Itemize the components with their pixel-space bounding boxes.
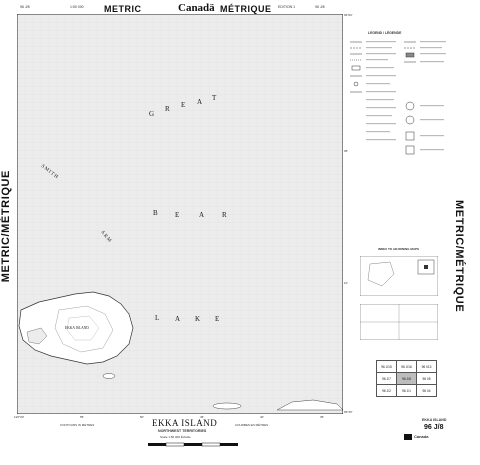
map-panel bbox=[17, 14, 343, 414]
adjoining-title: INDEX TO ADJOINING MAPS bbox=[378, 247, 420, 251]
scale-bar bbox=[148, 442, 238, 448]
legend-symbols bbox=[348, 38, 450, 178]
coord-top-right: 66°00' bbox=[344, 13, 353, 17]
lake-letter-e2: E bbox=[175, 211, 181, 219]
canada-flag-label: Canada bbox=[414, 434, 429, 439]
coord-bottom-left: 120°00' bbox=[14, 415, 25, 419]
grid-cell-r2c1[interactable]: 96 J/1 bbox=[396, 384, 417, 397]
coord-tick-4: 40' bbox=[260, 415, 264, 419]
footer-right-note: COURBES EN MÈTRES bbox=[235, 423, 269, 427]
locator-map bbox=[360, 256, 438, 296]
lake-letter-g: G bbox=[149, 110, 156, 118]
smith-arm-label-arm: ARM bbox=[99, 230, 113, 245]
sheet-number-right: 96 J/8 bbox=[315, 5, 325, 9]
coord-tick-2: 50' bbox=[140, 415, 144, 419]
footer-scale: Scale 1:50 000 Échelle bbox=[160, 435, 191, 439]
coord-tick-5: 35' bbox=[320, 415, 324, 419]
lake-letter-l: L bbox=[155, 314, 161, 322]
coord-mid-right-1: 05' bbox=[344, 149, 348, 153]
island-label: EKKA ISLAND bbox=[65, 326, 89, 330]
coord-tick-1: 55' bbox=[80, 415, 84, 419]
footer-territory: NORTHWEST TERRITORIES bbox=[158, 429, 207, 433]
coord-tick-3: 45' bbox=[200, 415, 204, 419]
lake-letter-a3: A bbox=[175, 315, 182, 323]
lake-letter-k: K bbox=[195, 315, 202, 323]
grid-cell-r1c0[interactable]: 96 J/7 bbox=[376, 372, 397, 385]
coord-bottom-right: 65°45' bbox=[344, 410, 353, 414]
grid-cell-r2c0[interactable]: 96 J/2 bbox=[376, 384, 397, 397]
grid-cell-r2c2[interactable]: 96 I/4 bbox=[416, 384, 437, 397]
legend-panel bbox=[348, 14, 450, 454]
legend-bottom-title: EKKA ISLAND bbox=[422, 418, 447, 422]
grid-cell-r1c1[interactable]: 96 J/8 bbox=[396, 372, 417, 385]
legend-bottom-sheet: 96 J/8 bbox=[424, 424, 444, 431]
canada-flag-icon bbox=[404, 434, 412, 440]
side-label-right: METRIC/MÉTRIQUE bbox=[453, 200, 465, 313]
grid-cell-r0c1[interactable]: 96 J/16 bbox=[396, 360, 417, 373]
lake-letter-e3: E bbox=[215, 315, 221, 323]
region-diagram bbox=[360, 304, 438, 340]
edition-label: EDITION 1 bbox=[278, 5, 296, 9]
scale-small-label: 1:50 000 bbox=[70, 5, 84, 9]
grid-cell-r0c0[interactable]: 96 J/15 bbox=[376, 360, 397, 373]
grid-cell-r1c2[interactable]: 96 I/5 bbox=[416, 372, 437, 385]
lake-letter-a2: A bbox=[199, 211, 206, 219]
metric-title-left: METRIC bbox=[104, 4, 142, 14]
footer-title: EKKA ISLAND bbox=[152, 418, 218, 428]
smith-arm-label-smith: SMITH bbox=[39, 164, 60, 181]
lake-letter-t: T bbox=[212, 94, 218, 102]
adjoining-grid bbox=[376, 360, 436, 396]
lake-letter-r2: R bbox=[222, 211, 228, 219]
grid-cell-r0c2[interactable]: 96 I/13 bbox=[416, 360, 437, 373]
lake-letter-b: B bbox=[153, 209, 159, 217]
legend-title: LEGEND / LÉGENDE bbox=[368, 31, 402, 35]
lake-letter-r: R bbox=[165, 105, 171, 113]
metric-title-right: MÉTRIQUE bbox=[220, 4, 272, 14]
lake-letter-e: E bbox=[181, 101, 187, 109]
canada-wordmark: Canadä bbox=[178, 2, 215, 14]
sheet-number-left: 96 J/8 bbox=[20, 5, 30, 9]
side-label-left: METRIC/MÉTRIQUE bbox=[0, 170, 12, 283]
coord-mid-right-2: 10' bbox=[344, 281, 348, 285]
lake-letter-a: A bbox=[197, 98, 204, 106]
footer-left-note: CONTOURS IN METRES bbox=[60, 423, 95, 427]
